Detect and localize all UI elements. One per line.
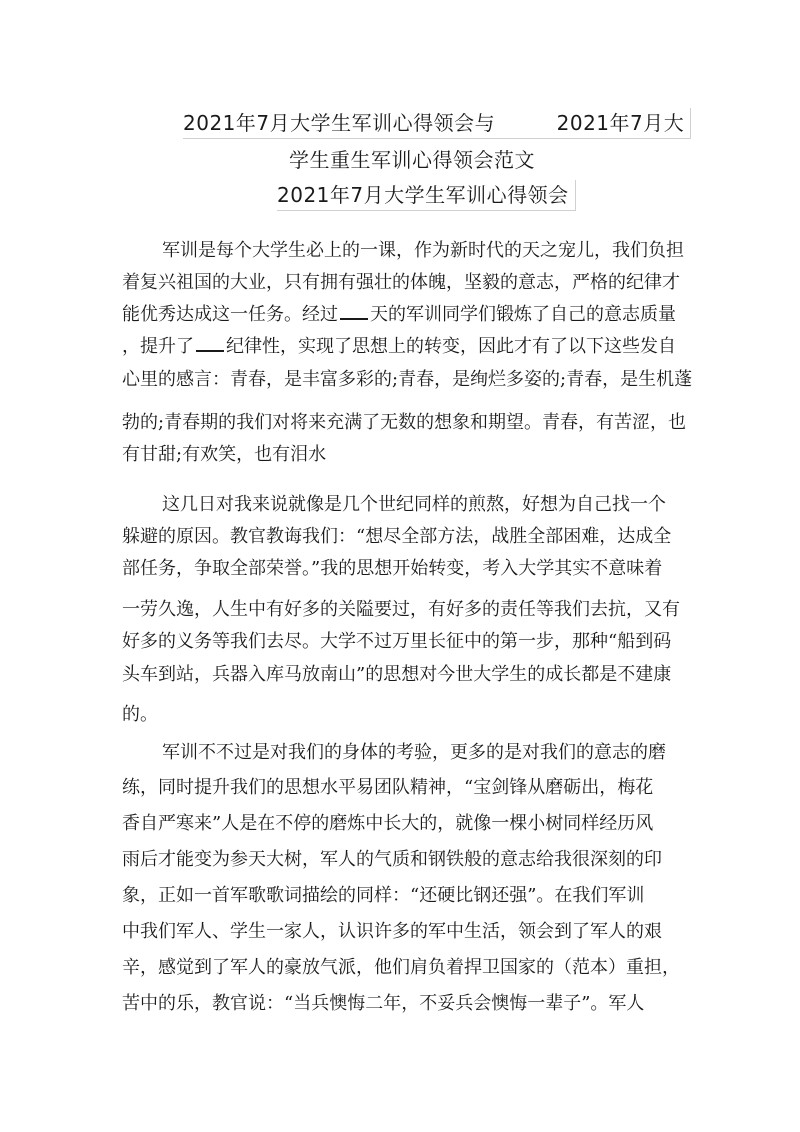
paragraph-line: 着复兴祖国的大业，只有拥有强壮的体魄，坚毅的意志，严格的纪律才 xyxy=(122,272,680,293)
paragraph-line: 苦中的乐，教官说：“当兵懊悔二年，不妥兵会懊悔一辈子”。军人 xyxy=(122,993,645,1014)
paragraph-line: 部任务，争取全部荣誉。”我的思想开始转变，考入大学其实不意味着 xyxy=(122,558,663,579)
paragraph-line: 象，正如一首军歌歌词描绘的同样：“还硬比钢还强”。在我们军训 xyxy=(122,885,645,906)
paragraph-line: 香自严寒来”人是在不停的磨炼中长大的，就像一棵小树同样经历风 xyxy=(122,813,654,834)
paragraph-line: 军训不不过是对我们的身体的考验，更多的是对我们的意志的磨 xyxy=(162,742,666,763)
paragraph-line xyxy=(122,332,676,358)
paragraph-line: 心里的感言：青春，是丰富多彩的;青春，是绚烂多姿的;青春，是生机蓬 xyxy=(122,369,693,390)
text-span: 能优秀达成这一任务。经过 xyxy=(122,304,338,325)
paragraph-line xyxy=(122,300,676,326)
paragraph-line: 中我们军人、学生一家人，认识许多的军中生活，领会到了军人的艰 xyxy=(122,921,662,942)
paragraph-line: 雨后才能变为参天大树，军人的气质和钢铁般的意志给我很深刻的印 xyxy=(122,849,662,870)
paragraph-line: 军训是每个大学生必上的一课，作为新时代的天之宠儿，我们负担 xyxy=(162,240,684,261)
title-line-2: 学生重生军训心得领会范文 xyxy=(289,148,535,172)
paragraph-line: 好多的义务等我们去尽。大学不过万里长征中的第一步，那种“船到码 xyxy=(122,631,672,652)
paragraph-line: 勃的;青春期的我们对将来充满了无数的想象和期望。青春，有苦涩，也 xyxy=(122,412,687,433)
paragraph-line: 躲避的原因。教官教诲我们：“想尽全部方法，战胜全部困难，达成全 xyxy=(122,526,672,547)
text-span: 天的军训同学们锻炼了自己的意志质量 xyxy=(370,304,676,325)
paragraph-line: 一劳久逸，人生中有好多的关隘要过，有好多的责任等我们去抗，又有 xyxy=(122,599,680,620)
paragraph-line: 这几日对我来说就像是几个世纪同样的煎熬，好想为自己找一个 xyxy=(162,494,666,515)
title-line-1: 2021年7月大学生军训心得领会与 2021年7月大 xyxy=(183,108,691,139)
blank-underline xyxy=(196,336,224,352)
text-span: ，提升了 xyxy=(122,336,194,357)
paragraph-line: 的。 xyxy=(122,704,158,725)
blank-underline xyxy=(340,304,368,320)
paragraph-line: 辛，感觉到了军人的豪放气派，他们肩负着捍卫国家的（范本）重担， xyxy=(122,957,680,978)
title-line-3: 2021年7月大学生军训心得领会 xyxy=(277,180,576,211)
paragraph-line: 头车到站，兵器入库马放南山”的思想对今世大学生的成长都是不建康 xyxy=(122,664,672,685)
paragraph-line: 有甘甜;有欢笑，也有泪水 xyxy=(122,444,327,465)
paragraph-line: 练，同时提升我们的思想水平易团队精神，“宝剑锋从磨砺出，梅花 xyxy=(122,777,654,798)
text-span: 纪律性，实现了思想上的转变，因此才有了以下这些发自 xyxy=(226,336,676,357)
